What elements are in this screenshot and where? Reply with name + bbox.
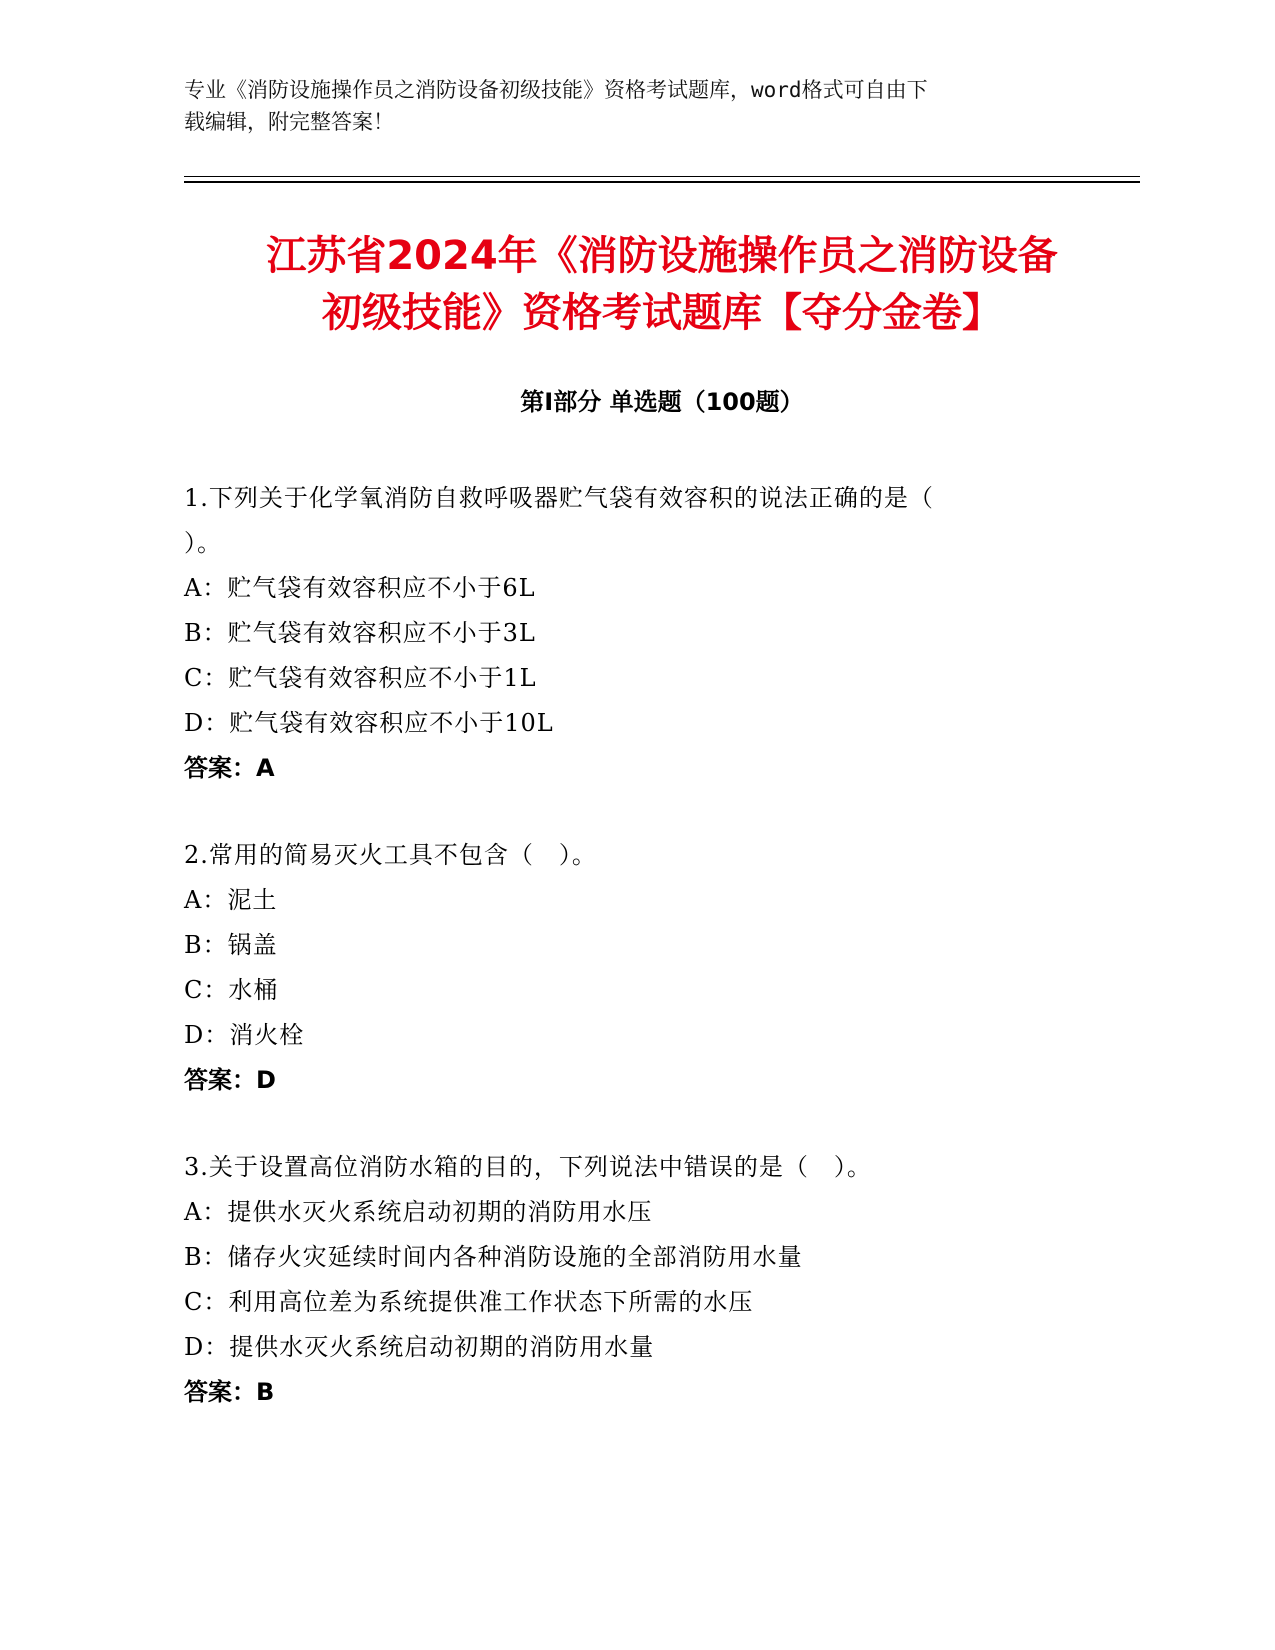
document-title-line-1: 江苏省2024年《消防设施操作员之消防设备	[266, 233, 1058, 279]
document-title-line-2: 初级技能》资格考试题库【夺分金卷】	[322, 290, 1002, 336]
question-2-option-b: B：锅盖	[184, 931, 278, 959]
question-2-option-a: A：泥土	[184, 886, 278, 914]
question-3-option-b: B：储存火灾延续时间内各种消防设施的全部消防用水量	[184, 1243, 803, 1271]
question-1-text-line-1: 1.下列关于化学氧消防自救呼吸器贮气袋有效容积的说法正确的是（	[184, 484, 934, 512]
question-list	[184, 476, 1064, 1457]
header-rule-thin	[184, 176, 1140, 177]
header-note-line-2: 载编辑，附完整答案！	[184, 110, 394, 134]
question-1-option-a: A：贮气袋有效容积应不小于6L	[184, 574, 536, 602]
header-note-line-1: 专业《消防设施操作员之消防设备初级技能》资格考试题库，word格式可自由下	[184, 78, 928, 102]
question-2	[184, 833, 1064, 1103]
question-3-text: 3.关于设置高位消防水箱的目的，下列说法中错误的是（ ）。	[184, 1153, 872, 1181]
question-3-option-c: C：利用高位差为系统提供准工作状态下所需的水压	[184, 1288, 754, 1316]
question-3-answer: 答案：B	[184, 1378, 275, 1406]
question-1	[184, 476, 1064, 791]
question-2-answer: 答案：D	[184, 1066, 276, 1094]
question-3-option-a: A：提供水灭火系统启动初期的消防用水压	[184, 1198, 653, 1226]
header-note	[184, 74, 1054, 138]
question-3	[184, 1145, 1064, 1415]
question-2-text: 2.常用的简易灭火工具不包含（ ）。	[184, 841, 597, 869]
question-1-text-line-2: ）。	[184, 529, 222, 557]
question-1-option-c: C：贮气袋有效容积应不小于1L	[184, 664, 537, 692]
question-2-option-d: D：消火栓	[184, 1021, 305, 1049]
header-rule-thick	[184, 181, 1140, 183]
question-1-option-b: B：贮气袋有效容积应不小于3L	[184, 619, 536, 647]
question-3-option-d: D：提供水灭火系统启动初期的消防用水量	[184, 1333, 655, 1361]
question-1-option-d: D：贮气袋有效容积应不小于10L	[184, 709, 554, 737]
question-2-option-c: C：水桶	[184, 976, 279, 1004]
document-title	[184, 228, 1140, 342]
question-1-answer: 答案：A	[184, 754, 275, 782]
section-title: 第Ⅰ部分 单选题（100题）	[520, 388, 804, 416]
